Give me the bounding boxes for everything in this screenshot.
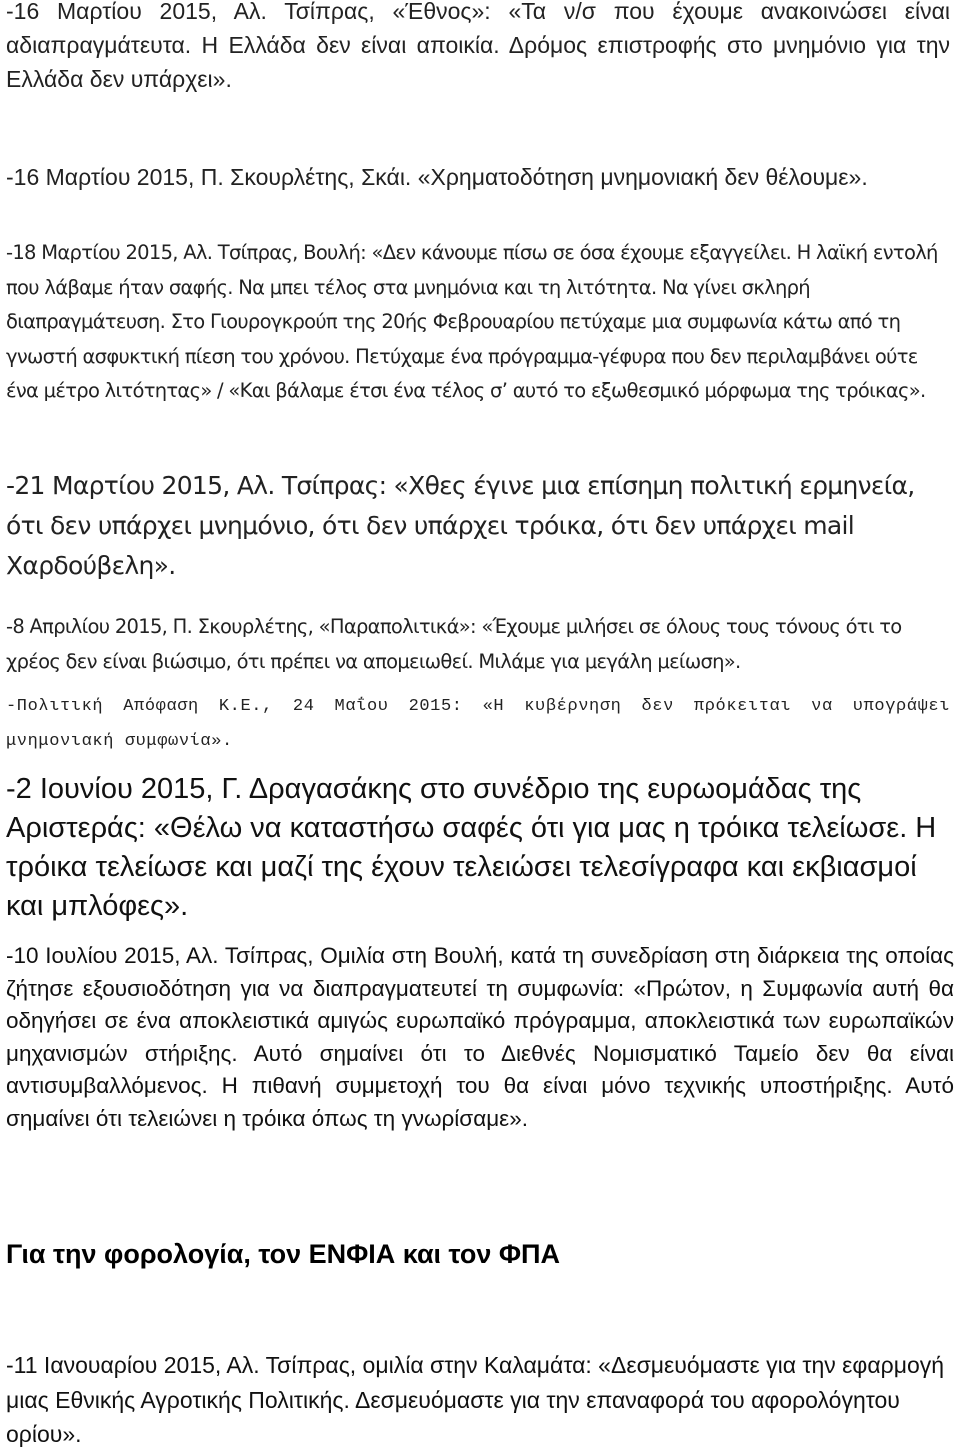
paragraph-dragasakis-eurogroup: -2 Ιουνίου 2015, Γ. Δραγασάκης στο συνέδριο της ευρωομάδας της Αριστεράς: «Θέλω να καταστήσω σαφές ότι για μας η τρόικα τελείωσε. Η τρόικα τελείωσε και μαζί της έχουν τελειώσει τελεσίγραφα και εκβιασμοί και μπλόφες». bbox=[6, 773, 937, 922]
section-heading-taxation: Για την φορολογία, τον ΕΝΦΙΑ και τον ΦΠΑ bbox=[6, 1239, 561, 1269]
paragraph-tsipras-kalamata: -11 Ιανουαρίου 2015, Αλ. Τσίπρας, ομιλία στην Καλαμάτα: «Δεσμευόμαστε για την εφαρμογή μιας Εθνικής Αγροτικής Πολιτικής. Δεσμευόμαστε για την επαναφορά του αφορολόγητου ορίου». bbox=[6, 1352, 945, 1447]
paragraph-tsipras-vouli-july: -10 Ιουλίου 2015, Αλ. Τσίπρας, Ομιλία στη Βουλή, κατά τη συνεδρίαση στη διάρκεια της οποίας ζήτησε εξουσιοδότηση για να διαπραγματευτεί τη συμφωνία: «Πρώτον, η Συμφωνία αυτή θα οδηγήσει σε ένα αποκλειστικά αμιγώς ευρωπαϊκό πρόγραμμα, αποκλειστικά των ευρωπαϊκών μηχανισμών στήριξης. Αυτό σημαίνει ότι το Διεθνές Νομισματικό Ταμείο δεν θα είναι αντισυμβαλλόμενος. Η πιθανή συμμετοχή του θα είναι μόνο τεχνικής υποστήριξης. Αυτό σημαίνει ότι τελειώνει η τρόικα όπως τη γνωρίσαμε». bbox=[6, 943, 954, 1131]
paragraph-skourletis-parapolitika: -8 Απριλίου 2015, Π. Σκουρλέτης, «Παραπολιτικά»: «Έχουμε μιλήσει σε όλους τους τόνους ότι το χρέος δεν είναι βιώσιμο, ότι πρέπει να απομειωθεί. Μιλάμε για μεγάλη μείωση». bbox=[6, 615, 902, 673]
paragraph-skourletis-skai: -16 Μαρτίου 2015, Π. Σκουρλέτης, Σκάι. «Χρηματοδότηση μνημονιακή δεν θέλουμε». bbox=[6, 164, 868, 190]
paragraph-tsipras-mail-hardouvelis: -21 Μαρτίου 2015, Αλ. Τσίπρας: «Χθες έγινε μια επίσημη πολιτική ερμηνεία, ότι δεν υπάρχει μνημόνιο, ότι δεν υπάρχει τρόικα, ότι δεν υπάρχει mail Χαρδούβελη». bbox=[6, 471, 915, 580]
paragraph-tsipras-vouli-march: -18 Μαρτίου 2015, Αλ. Τσίπρας, Βουλή: «Δεν κάνουμε πίσω σε όσα έχουμε εξαγγείλει. Η λαϊκή εντολή που λάβαμε ήταν σαφής. Να μπει τέλος στα μνημόνια και τη λιτότητα. Να γίνει σκληρή διαπραγμάτευση. Στο Γιουρογκρούπ της 20ής Φεβρουαρίου πετύχαμε μια συμφωνία κάτω από τη γνωστή ασφυκτική πίεση του χρόνου. Πετύχαμε ένα πρόγραμμα-γέφυρα που δεν περιλαμβάνει ούτε ένα μέτρο λιτότητας» / «Και βάλαμε έτσι ένα τέλος σ’ αυτό το εξωθεσμικό μόρφωμα της τρόικας». bbox=[6, 241, 938, 402]
paragraph-political-decision-ke: -Πολιτική Απόφαση Κ.Ε., 24 Μαΐου 2015: «Η κυβέρνηση δεν πρόκειται να υπογράψει μνημονιακή συμφωνία». bbox=[6, 697, 950, 751]
paragraph-tsipras-ethnos: -16 Μαρτίου 2015, Αλ. Τσίπρας, «Έθνος»: «Τα ν/σ που έχουμε ανακοινώσει είναι αδιαπραγμάτευτα. Η Ελλάδα δεν είναι αποικία. Δρόμος επιστροφής στο μνημόνιο για την Ελλάδα δεν υπάρχει». bbox=[6, 0, 950, 92]
